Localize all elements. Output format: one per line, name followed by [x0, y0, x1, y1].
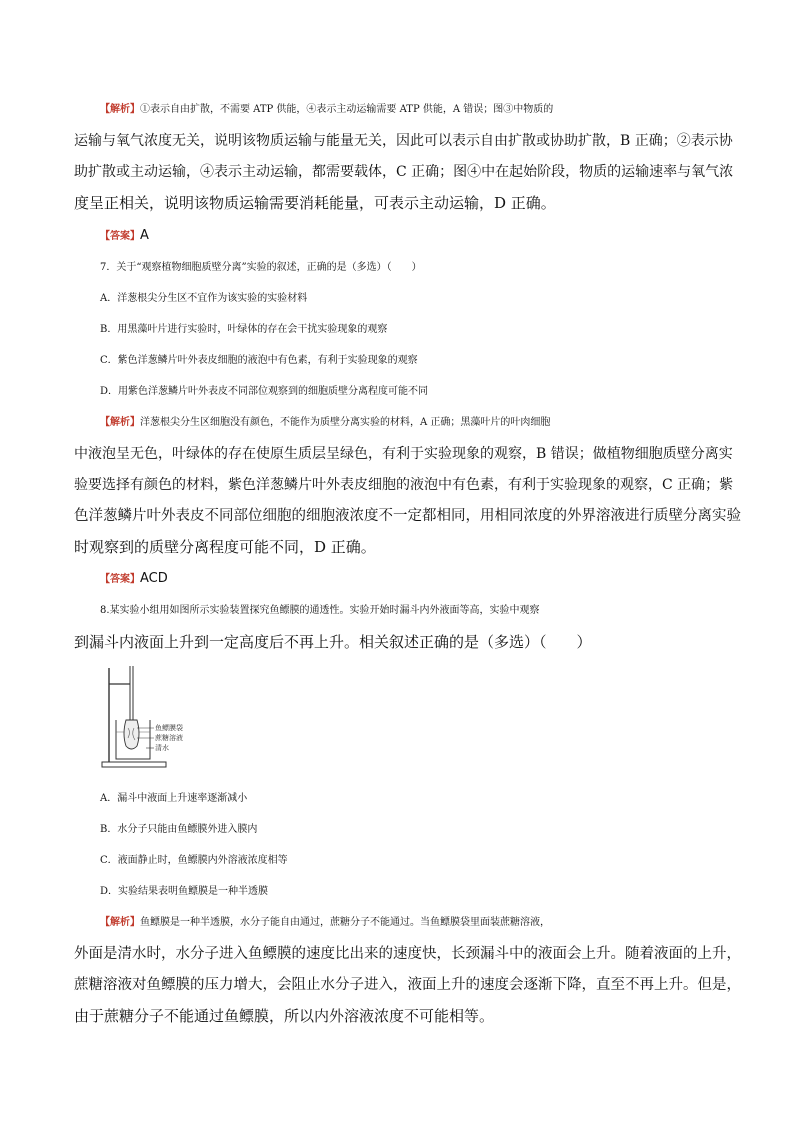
answer-tag: 【答案】	[100, 231, 140, 242]
q7-option-a: A．洋葱根尖分生区不宜作为该实验的实验材料	[100, 293, 308, 304]
answer-value: ACD	[140, 571, 168, 586]
q8-analysis-line-3: 蔗糖溶液对鱼鳔膜的压力增大，会阻止水分子进入，液面上升的速度会逐渐下降，直至不再上升。但是，	[74, 977, 741, 993]
q8-analysis-line-4: 由于蔗糖分子不能通过鱼鳔膜，所以内外溶液浓度不可能相等。	[74, 1007, 495, 1025]
label-water: 清水	[155, 744, 169, 752]
answer-tag: 【答案】	[100, 574, 140, 585]
analysis-tag: 【解析】	[100, 417, 140, 428]
membrane-bag	[124, 720, 139, 749]
q7-analysis-line-3: 验要选择有颜色的材料，紫色洋葱鳞片叶外表皮细胞的液泡中有色素，有利于实验现象的观察，C 正确；紫	[74, 477, 734, 493]
q7-option-c: C．紫色洋葱鳞片叶外表皮细胞的液泡中有色素，有利于实验现象的观察	[100, 355, 418, 366]
q8-analysis-line-2: 外面是清水时，水分子进入鱼鳔膜的速度比出来的速度快，长颈漏斗中的液面会上升。随着液面的上升，	[74, 946, 741, 962]
q6-analysis-line-1: 【解析】①表示自由扩散，不需要 ATP 供能，④表示主动运输需要 ATP 供能，A 错误；图③中物质的	[100, 104, 554, 115]
q8-option-b: B．水分子只能由鱼鳔膜外进入膜内	[100, 824, 258, 835]
q6-analysis-line-3: 助扩散或主动运输，④表示主动运输，都需要载体，C 正确；图④中在起始阶段，物质的运输速率与氧气浓	[74, 164, 734, 180]
q8-stem-line-2: 到漏斗内液面上升到一定高度后不再上升。相关叙述正确的是（多选）（ ）	[74, 633, 592, 651]
q8-option-d: D．实验结果表明鱼鳔膜是一种半透膜	[100, 886, 269, 897]
q7-analysis-line-4: 色洋葱鳞片叶外表皮不同部位细胞的细胞液浓度不一定都相同，用相同浓度的外界溶液进行质壁分离实验	[74, 508, 741, 524]
funnel-apparatus-figure	[100, 662, 200, 772]
q7-analysis-line-1: 【解析】洋葱根尖分生区细胞没有颜色，不能作为质壁分离实验的材料，A 正确；黑藻叶片的叶肉细胞	[100, 417, 551, 428]
q7-option-d: D．用紫色洋葱鳞片叶外表皮不同部位观察到的细胞质壁分离程度可能不同	[100, 386, 429, 397]
q6-analysis-line-2: 运输与氧气浓度无关，说明该物质运输与能量无关，因此可以表示自由扩散或协助扩散，B 正确；②表示协	[74, 133, 733, 149]
analysis-tag: 【解析】	[100, 104, 140, 115]
q6-answer	[100, 226, 760, 247]
q8-option-c: C．液面静止时，鱼鳔膜内外溶液浓度相等	[100, 855, 288, 866]
q7-answer	[100, 569, 760, 590]
label-sucrose-solution: 蔗糖溶液	[155, 734, 183, 742]
q7-option-b: B．用黑藻叶片进行实验时，叶绿体的存在会干扰实验现象的观察	[100, 324, 388, 335]
analysis-tag: 【解析】	[100, 917, 140, 928]
label-membrane-bag: 鱼鳔膜袋	[155, 724, 183, 732]
q7-analysis-line-5: 时观察到的质壁分离程度可能不同，D 正确。	[74, 538, 376, 556]
q8-analysis-line-1: 【解析】鱼鳔膜是一种半透膜，水分子能自由通过，蔗糖分子不能通过。当鱼鳔膜袋里面装蔗糖溶液，	[100, 917, 550, 928]
q6-analysis-line-4: 度呈正相关，说明该物质运输需要消耗能量，可表示主动运输，D 正确。	[74, 194, 556, 212]
q7-analysis-line-2: 中液泡呈无色，叶绿体的存在使原生质层呈绿色，有利于实验现象的观察，B 错误；做植物细胞质壁分离实	[74, 446, 733, 462]
q8-option-a: A．漏斗中液面上升速率逐渐减小	[100, 793, 248, 804]
q8-stem-line-1: 8.某实验小组用如图所示实验装置探究鱼鳔膜的通透性。实验开始时漏斗内外液面等高，实验中观察	[100, 605, 540, 616]
stand-base	[102, 762, 166, 767]
q7-stem: 7．关于“观察植物细胞质壁分离”实验的叙述，正确的是（多选）（ ）	[100, 262, 422, 273]
answer-value: A	[140, 228, 149, 243]
